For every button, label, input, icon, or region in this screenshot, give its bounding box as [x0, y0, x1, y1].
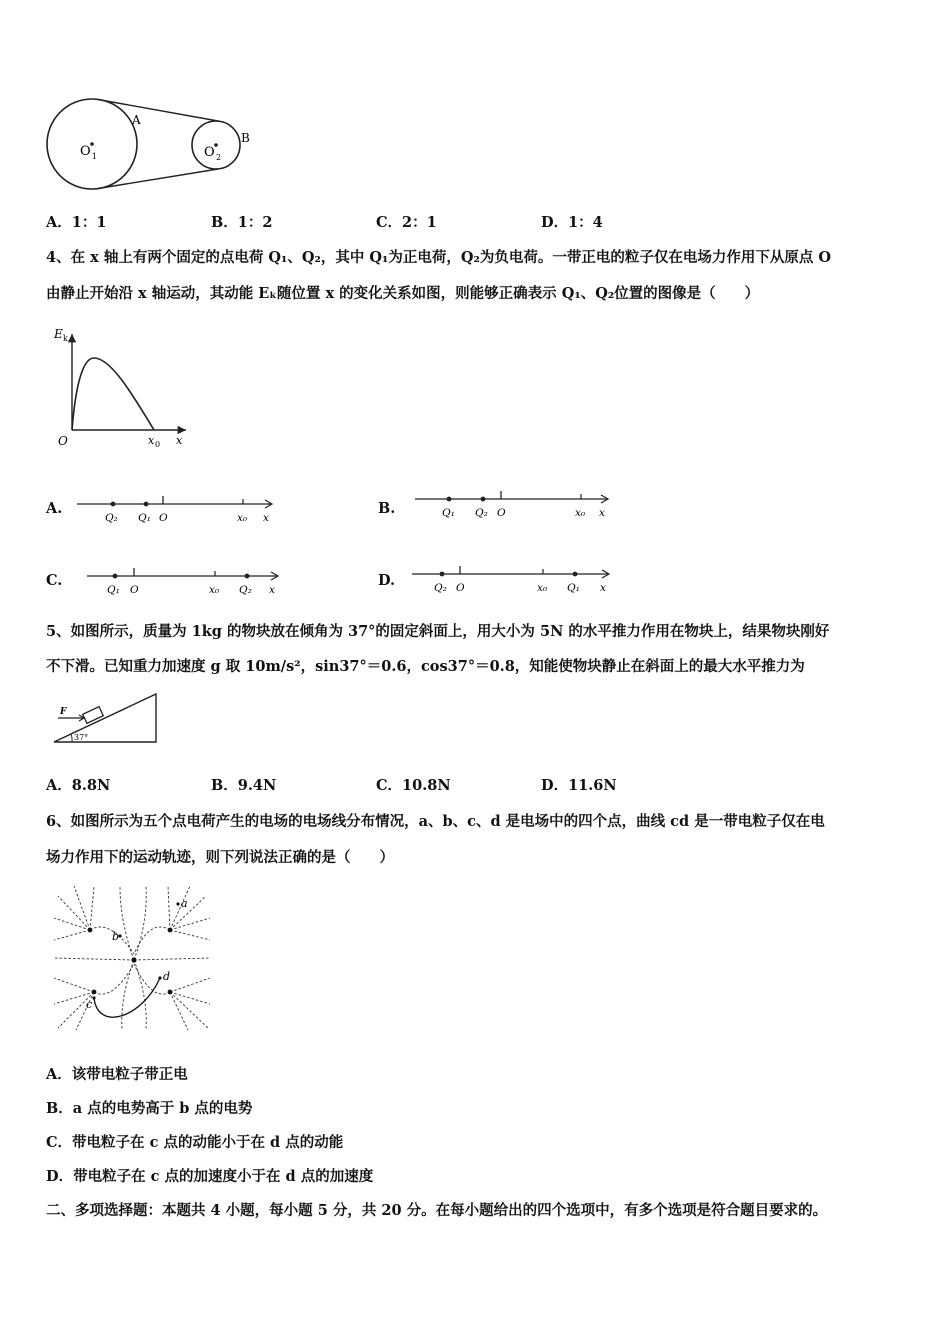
q3-option-c[interactable]: C．2：1: [376, 214, 437, 231]
q6-option-a[interactable]: A．该带电粒子带正电: [46, 1066, 188, 1083]
label-q1: Q₁: [567, 582, 580, 594]
label-o: O: [130, 584, 139, 596]
q6-stem-line1: 6、如图所示为五个点电荷产生的电场的电场线分布情况，a、b、c、d 是电场中的四个点，曲线 cd 是一带电粒子仅在电: [46, 813, 825, 830]
ek-label-sub: k: [63, 334, 68, 343]
q4-option-b-letter[interactable]: B.: [378, 500, 396, 517]
q5-stem-line1: 5、如图所示，质量为 1kg 的物块放在倾角为 37°的固定斜面上，用大小为 5N 的水平推力作用在物块上，结果物块刚好: [46, 623, 830, 640]
q4-option-d-letter[interactable]: D.: [378, 572, 396, 589]
label-x0: x₀: [537, 582, 548, 594]
q4-option-b-axis[interactable]: [413, 485, 613, 525]
q3-option-d[interactable]: D．1：4: [541, 214, 603, 231]
q6-stem-line2: 场力作用下的运动轨迹，则下列说法正确的是（ ）: [46, 849, 394, 866]
angle-label: 37°: [74, 733, 89, 742]
label-x0: x₀: [209, 584, 220, 596]
label-q2: Q₂: [475, 507, 488, 519]
q4-stem-line2: 由静止开始沿 x 轴运动，其动能 Eₖ随位置 x 的变化关系如图，则能够正确表示 Q₁、Q₂位置的图像是（ ）: [46, 285, 760, 302]
label-b: B: [241, 131, 250, 145]
label-q1: Q₁: [138, 512, 151, 524]
q3-option-b[interactable]: B．1：2: [211, 214, 273, 231]
q5-stem-line2: 不下滑。已知重力加速度 g 取 10m/s²，sin37°＝0.6，cos37°＝0.8，知能使物块静止在斜面上的最大水平推力为: [46, 658, 805, 675]
origin-label: O: [58, 434, 68, 448]
q6-option-c[interactable]: C．带电粒子在 c 点的动能小于在 d 点的动能: [46, 1134, 344, 1151]
label-q1: Q₁: [107, 584, 120, 596]
label-q1: Q₁: [442, 507, 455, 519]
label-x0: x₀: [575, 507, 586, 519]
label-x: x: [600, 582, 606, 594]
x0-label: x: [148, 434, 155, 447]
label-o: O: [497, 507, 506, 519]
label-q2: Q₂: [239, 584, 252, 596]
q4-option-c-axis[interactable]: [85, 562, 285, 602]
point-b-label: b: [112, 930, 120, 943]
label-o: O: [456, 582, 465, 594]
label-o1: O: [80, 144, 91, 159]
point-a-label: a: [181, 897, 188, 910]
label-q2: Q₂: [105, 512, 118, 524]
label-o2-sub: 2: [216, 153, 222, 162]
incline-figure: [50, 690, 162, 746]
point-d-label: d: [163, 970, 171, 983]
q6-option-d[interactable]: D．带电粒子在 c 点的加速度小于在 d 点的加速度: [46, 1168, 374, 1185]
q5-option-a[interactable]: A．8.8N: [46, 777, 111, 794]
ek-label: E: [54, 327, 63, 341]
label-x: x: [599, 507, 605, 519]
label-o: O: [159, 512, 168, 524]
q4-option-a-letter[interactable]: A.: [46, 500, 63, 517]
label-x: x: [263, 512, 269, 524]
label-x: x: [269, 584, 275, 596]
x0-label-sub: 0: [155, 440, 161, 449]
q3-option-a[interactable]: A．1：1: [46, 214, 107, 231]
q4-option-a-axis[interactable]: [75, 490, 275, 530]
label-q2: Q₂: [434, 582, 447, 594]
force-label: F: [60, 707, 67, 717]
q6-option-b[interactable]: B．a 点的电势高于 b 点的电势: [46, 1100, 253, 1117]
label-x0: x₀: [237, 512, 248, 524]
q4-stem-line1: 4、在 x 轴上有两个固定的点电荷 Q₁、Q₂，其中 Q₁为正电荷，Q₂为负电荷。一带正电的粒子仅在电场力作用下从原点 O: [46, 249, 832, 266]
point-c-label: c: [86, 998, 93, 1011]
x-label: x: [176, 434, 183, 447]
label-o1-sub: 1: [92, 152, 98, 161]
electric-field-figure: [50, 882, 215, 1034]
ek-x-graph: [50, 320, 200, 452]
label-o2: O: [204, 145, 215, 160]
q5-option-d[interactable]: D．11.6N: [541, 777, 617, 794]
q4-option-c-letter[interactable]: C.: [46, 572, 63, 589]
q4-option-d-axis[interactable]: [410, 560, 615, 600]
belt-pulley-figure: [40, 95, 260, 195]
q5-option-b[interactable]: B．9.4N: [211, 777, 277, 794]
label-a: A: [132, 113, 141, 127]
q5-option-c[interactable]: C．10.8N: [376, 777, 451, 794]
section2-heading: 二、多项选择题：本题共 4 小题，每小题 5 分，共 20 分。在每小题给出的四个选项中，有多个选项是符合题目要求的。: [46, 1202, 828, 1219]
